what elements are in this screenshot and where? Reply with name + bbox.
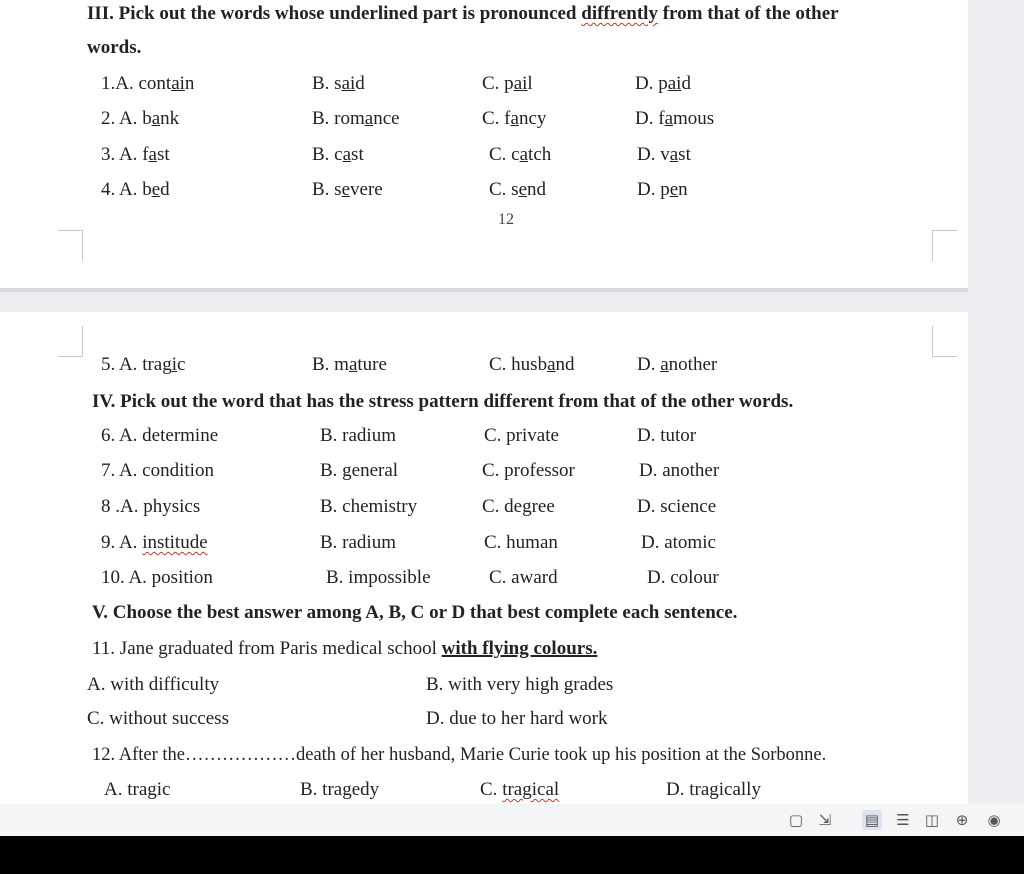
section-3-heading-line2: words. [87,37,142,58]
option-6d: D. tutor [637,425,697,446]
option-10a: 10. A. position [101,567,213,588]
option-1b: B. said [312,73,365,94]
outline-icon[interactable]: ☰ [896,811,910,829]
bottom-black-bar [0,836,1024,874]
option-12d: D. tragically [666,779,761,800]
book-icon[interactable]: ◫ [924,811,940,829]
document-page-1 [0,0,968,288]
option-3c: C. catch [489,144,552,165]
option-3b: B. cast [312,144,364,165]
option-9c: C. human [484,532,558,553]
option-4d: D. pen [637,179,688,200]
option-1d: D. paid [635,73,691,94]
option-10b: B. impossible [326,567,431,588]
option-6b: B. radium [320,425,396,446]
option-1a: 1.A. contain [101,73,195,94]
option-2c: C. fancy [482,108,547,129]
crop-mark [932,326,957,357]
option-5d: D. another [637,354,718,375]
crop-mark [58,326,83,357]
option-7a: 7. A. condition [101,460,214,481]
option-7b: B. general [320,460,399,481]
section-3-heading: III. Pick out the words whose underlined part is pronounced diffrently from that of the other [87,3,839,24]
question-11: 11. Jane graduated from Paris medical school with flying colours. [92,638,598,659]
option-8d: D. science [637,496,717,517]
option-12b: B. tragedy [300,779,380,800]
section-5-heading: V. Choose the best answer among A, B, C or D that best complete each sentence. [92,602,738,623]
option-2a: 2. A. bank [101,108,180,129]
option-6c: C. private [484,425,559,446]
misspelled-word: diffrently [581,3,658,24]
option-11a: A. with difficulty [87,674,220,695]
web-icon[interactable]: ⊕ [955,811,969,829]
focus-icon[interactable]: ▢ [788,811,804,829]
export-icon[interactable]: ⇲ [818,811,832,829]
read-mode-icon[interactable]: ▤ [862,810,882,830]
option-11d: D. due to her hard work [426,708,608,729]
status-bar [0,804,1024,836]
option-12a: A. tragic [104,779,171,800]
option-4b: B. severe [312,179,383,200]
option-12c: C. tragical [480,779,560,800]
crop-mark [58,230,83,261]
option-9d: D. atomic [641,532,716,553]
option-9a: 9. A. institude [101,532,208,553]
page-number: 12 [498,211,514,228]
option-2b: B. romance [312,108,400,129]
option-10d: D. colour [647,567,719,588]
option-2d: D. famous [635,108,715,129]
option-10c: C. award [489,567,558,588]
eye-icon[interactable]: ◉ [987,811,1001,829]
option-6a: 6. A. determine [101,425,219,446]
option-5c: C. husband [489,354,575,375]
option-8a: 8 .A. physics [101,496,201,517]
section-4-heading: IV. Pick out the word that has the stress pattern different from that of the other words. [92,391,794,412]
option-8b: B. chemistry [320,496,418,517]
option-7d: D. another [639,460,720,481]
document-page-2 [0,312,968,804]
option-4c: C. send [489,179,547,200]
option-1c: C. pail [482,73,533,94]
option-5a: 5. A. tragic [101,354,186,375]
option-11c: C. without success [87,708,229,729]
option-9b: B. radium [320,532,396,553]
option-8c: C. degree [482,496,555,517]
option-5b: B. mature [312,354,387,375]
option-11b: B. with very high grades [426,674,614,695]
page-gap [0,288,968,292]
option-3d: D. vast [637,144,691,165]
option-3a: 3. A. fast [101,144,170,165]
crop-mark [932,230,957,261]
question-12: 12. After the………………death of her husband, Marie Curie took up his position at the Sorbonne. [92,745,827,765]
option-7c: C. professor [482,460,575,481]
option-4a: 4. A. bed [101,179,170,200]
